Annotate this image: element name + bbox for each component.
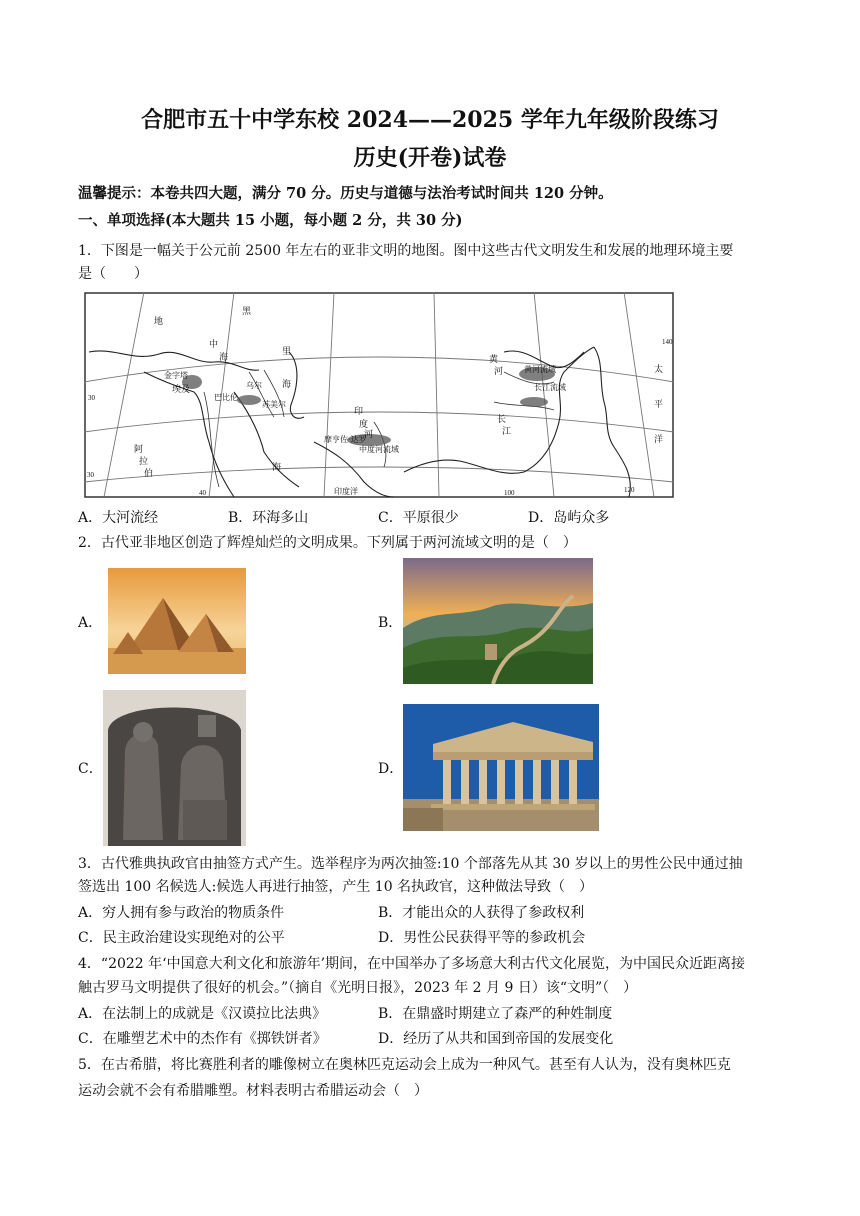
page-title: 合肥市五十中学东校 2024——2025 学年九年级阶段练习 (141, 107, 719, 133)
map-label: 拉 (139, 456, 149, 466)
map-label: 摩亨佐·达罗 (324, 435, 367, 444)
map-label: 海 (219, 352, 229, 362)
map-label: 太 (654, 364, 664, 374)
q1-option-b: B．环海多山 (228, 510, 309, 526)
map-label: 度 (359, 419, 369, 429)
great-wall-image (403, 558, 593, 684)
map-label: 苏美尔 (262, 400, 286, 409)
map-label: 洋 (654, 434, 664, 444)
question-2-stem: 2．古代亚非地区创造了辉煌灿烂的文明成果。下列属于两河流域文明的是（ ） (78, 535, 577, 551)
q3-option-a: A．穷人拥有参与政治的物质条件 (78, 905, 285, 921)
q4-option-c: C．在雕塑艺术中的杰作有《掷铁饼者》 (78, 1031, 327, 1047)
page-subtitle: 历史(开卷)试卷 (353, 145, 507, 171)
question-4-stem: 4．“2022 年‘中国意大利文化和旅游年’期间，在中国举办了多场意大利古代文化展览，为中国民众近距离接 (78, 956, 746, 972)
map-label: 黄河流域 (524, 365, 556, 374)
map-label: 河 (494, 366, 504, 376)
map-label: 印度洋 (334, 487, 358, 496)
map-label: 里 (282, 346, 292, 356)
map-label: 地 (154, 316, 164, 326)
ancient-civilizations-map (84, 292, 674, 498)
question-3-stem: 3．古代雅典执政官由抽签方式产生。选举程序为两次抽签:10 个部落先从其 30 岁以上的男性公民中通过抽 (78, 856, 743, 872)
map-label: 江 (502, 426, 512, 436)
q1-option-d: D．岛屿众多 (528, 510, 610, 526)
map-label: 长 (497, 414, 507, 424)
question-4-stem-cont: 触古罗马文明提供了很好的机会。”（摘自《光明日报》，2023 年 2 月 9 日）该“文明”（ ） (78, 980, 638, 996)
map-label: 埃及 (172, 384, 191, 394)
parthenon-image (403, 704, 599, 831)
section-heading: 一、单项选择(本大题共 15 小题，每小题 2 分，共 30 分) (78, 212, 463, 229)
map-label: 黑 (242, 306, 252, 316)
map-label: 阿 (134, 444, 144, 454)
q4-option-b: B．在鼎盛时期建立了森严的种姓制度 (378, 1006, 613, 1022)
map-label: 巴比伦 (214, 393, 238, 402)
q1-option-a: A．大河流经 (78, 510, 159, 526)
q1-option-c: C．平原很少 (378, 510, 459, 526)
map-label: 乌尔 (246, 381, 262, 390)
map-label: 30 (88, 394, 95, 402)
q2-label-b: B． (378, 615, 403, 631)
map-label: 黄 (489, 354, 499, 364)
q4-option-d: D．经历了从共和国到帝国的发展变化 (378, 1031, 614, 1047)
question-5-stem-cont: 运动会就不会有希腊雕塑。材料表明古希腊运动会（ ） (78, 1083, 428, 1099)
question-1-stem: 1．下图是一幅关于公元前 2500 年左右的亚非文明的地图。图中这些古代文明发生和发展的地理环境主要 (78, 243, 734, 259)
q3-option-c: C．民主政治建设实现绝对的公平 (78, 930, 285, 946)
notice-text: 温馨提示：本卷共四大题，满分 70 分。历史与道德与法治考试时间共 120 分钟。 (78, 185, 613, 202)
question-3-stem-cont: 签选出 100 名候选人:候选人再进行抽签，产生 10 名执政官，这种做法导致（ ） (78, 879, 594, 895)
q4-option-a: A．在法制上的成就是《汉谟拉比法典》 (78, 1006, 327, 1022)
q3-option-b: B．才能出众的人获得了参政权利 (378, 905, 585, 921)
q3-option-d: D．男性公民获得平等的参政机会 (378, 930, 586, 946)
map-label: 长江流域 (534, 383, 566, 392)
map-label: 中度河流域 (359, 445, 399, 454)
q2-label-c: C． (78, 761, 103, 777)
map-label: 平 (654, 399, 664, 409)
question-5-stem: 5．在古希腊，将比赛胜利者的雕像树立在奥林匹克运动会上成为一种风气。甚至有人认为，没有奥林匹克 (78, 1057, 731, 1073)
map-label: 金字塔 (164, 371, 188, 380)
q2-label-a: A． (78, 615, 103, 631)
map-label: 40 (199, 489, 206, 497)
map-label: 中 (209, 339, 219, 349)
map-label: 伯 (144, 468, 154, 478)
map-label: 河 (364, 429, 374, 439)
map-label: 140 (662, 338, 673, 346)
map-label: 印 (354, 406, 364, 416)
map-label: 100 (504, 489, 515, 497)
map-label: 海 (272, 462, 282, 472)
question-1-stem-cont: 是（ ） (78, 266, 148, 282)
map-label: 120 (624, 486, 635, 494)
q2-label-d: D． (378, 761, 404, 777)
hammurabi-stele-image (103, 690, 246, 846)
pyramids-image (108, 568, 246, 674)
map-label: 海 (282, 379, 292, 389)
map-label: 30 (87, 471, 94, 479)
